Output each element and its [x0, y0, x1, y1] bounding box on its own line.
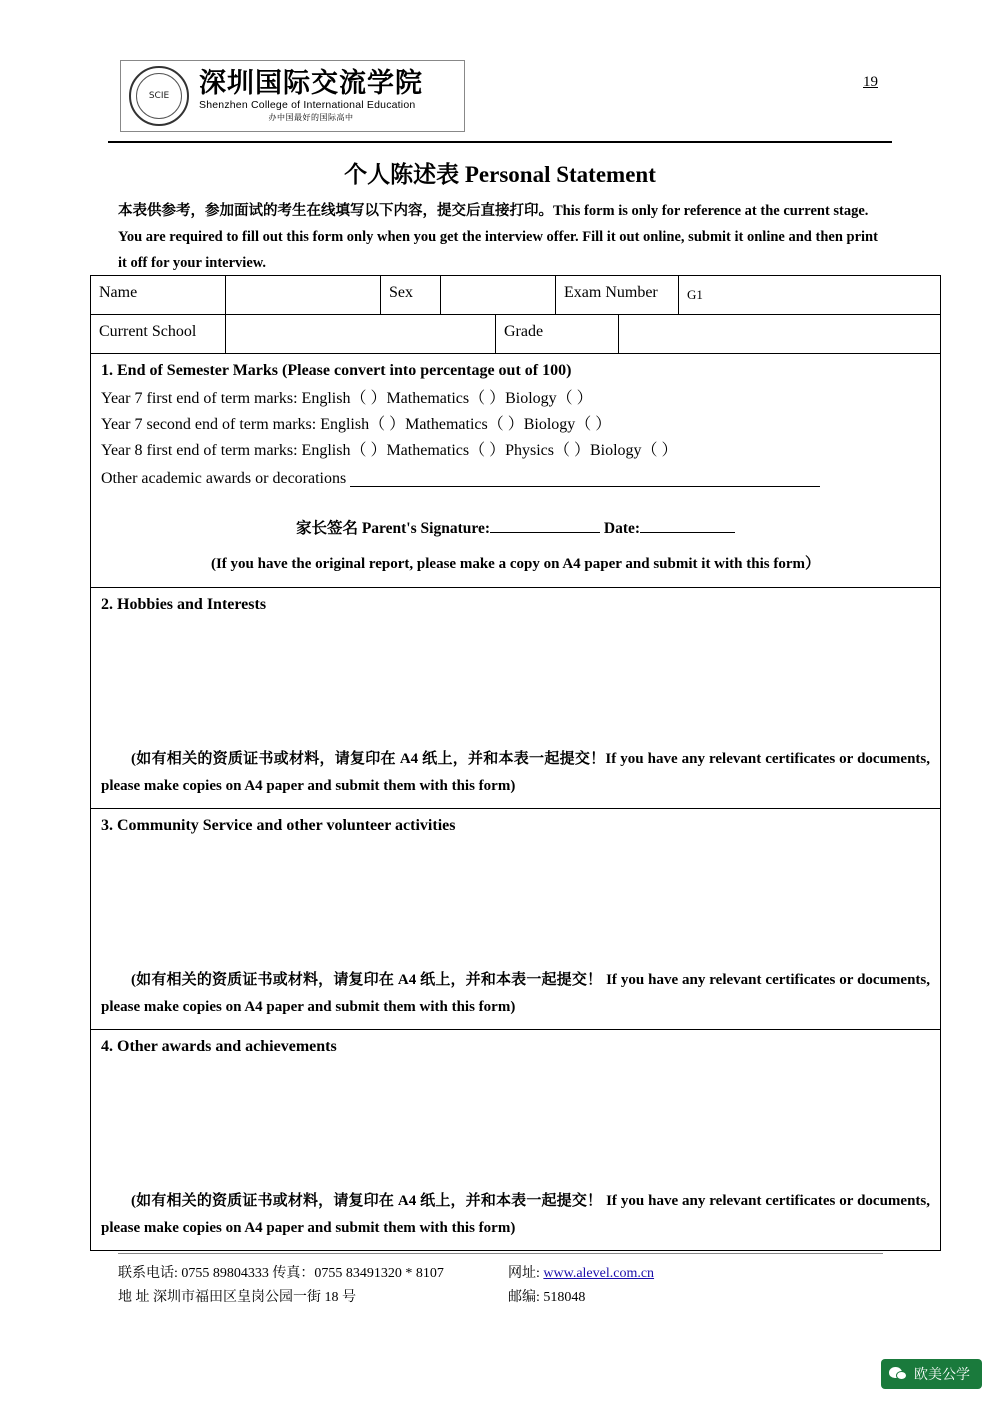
page-number: 19	[863, 74, 878, 90]
other-academic-awards-row	[101, 464, 930, 494]
section-2-title: 2. Hobbies and Interests	[101, 596, 267, 613]
wechat-watermark-badge	[881, 1359, 982, 1389]
parent-signature-input[interactable]	[490, 519, 600, 533]
intro-paragraph: 本表供参考，参加面试的考生在线填写以下内容，提交后直接打印。This form is only for reference at the current stage. You are required to fill out this form only when you get the interview offer. Fill it out online, submit it online and then print it off for your interview.	[118, 203, 878, 271]
school-logo	[120, 60, 465, 132]
section-4-title: 4. Other awards and achievements	[101, 1038, 337, 1055]
section-end-of-semester-marks	[91, 354, 940, 588]
current-school-label: Current School	[91, 315, 226, 353]
wechat-icon	[889, 1367, 907, 1382]
form-row-name	[91, 276, 940, 315]
section-hobbies-and-interests	[91, 588, 940, 809]
marks-year8-first[interactable]: Year 8 first end of term marks: English（ ）Mathematics（ ）Physics（ ）Biology（ ）	[101, 442, 678, 459]
page-title: 个人陈述表 Personal Statement	[344, 162, 656, 187]
parent-signature-row	[101, 516, 930, 538]
section-community-service	[91, 809, 940, 1030]
section-3-note: (如有相关的资质证书或材料，请复印在 A4 纸上，并和本表一起提交！ If you have any relevant certificates or documents, please make copies on A4 paper and submit them with this form)	[101, 972, 930, 1015]
section-4-note: (如有相关的资质证书或材料，请复印在 A4 纸上，并和本表一起提交！ If you have any relevant certificates or documents, please make copies on A4 paper and submit them with this form)	[101, 1193, 930, 1236]
section-2-answer-area[interactable]	[101, 620, 930, 740]
personal-statement-form	[90, 275, 941, 1251]
document-footer	[118, 1262, 908, 1310]
document-header	[108, 60, 892, 138]
logo-english-name: Shenzhen College of International Education	[199, 99, 416, 111]
footer-phone: 联系电话: 0755 89804333 传真：0755 83491320 * 8107	[118, 1266, 444, 1281]
footer-row-1	[118, 1262, 908, 1286]
footer-website-link[interactable]: www.alevel.com.cn	[543, 1266, 655, 1281]
logo-chinese-name: 深圳国际交流学院	[199, 68, 423, 99]
name-input[interactable]	[226, 276, 381, 314]
exam-number-input[interactable]: G1	[687, 287, 703, 302]
section-3-answer-area[interactable]	[101, 841, 930, 961]
current-school-input[interactable]	[226, 315, 496, 353]
footer-postcode: 邮编: 518048	[508, 1290, 586, 1305]
section-4-answer-area[interactable]	[101, 1062, 930, 1182]
form-row-school	[91, 315, 940, 354]
sex-input[interactable]	[441, 276, 556, 314]
exam-number-label: Exam Number	[556, 276, 679, 314]
other-academic-awards-label: Other academic awards or decorations	[101, 470, 347, 487]
grade-label: Grade	[496, 315, 619, 353]
seal-text: SCIE	[148, 90, 170, 101]
marks-year7-first[interactable]: Year 7 first end of term marks: English（ ）Mathematics（ ）Biology（ ）	[101, 390, 593, 407]
sex-label: Sex	[381, 276, 441, 314]
parent-signature-label: 家长签名 Parent's Signature:	[295, 520, 490, 537]
header-divider	[108, 141, 892, 143]
grade-input[interactable]	[619, 315, 940, 353]
other-academic-awards-input[interactable]	[350, 472, 820, 487]
section-1-note: (If you have the original report, please make a copy on A4 paper and submit it with this form）	[210, 556, 821, 572]
footer-address: 地 址 深圳市福田区皇岗公园一街 18 号	[118, 1290, 356, 1305]
logo-slogan: 办中国最好的国际高中	[268, 113, 354, 122]
name-label: Name	[91, 276, 226, 314]
logo-text-block	[199, 69, 423, 123]
marks-year7-second[interactable]: Year 7 second end of term marks: English（ ）Mathematics（ ）Biology（ ）	[101, 416, 612, 433]
footer-website-row	[508, 1262, 908, 1286]
footer-row-2	[118, 1286, 908, 1310]
section-other-awards	[91, 1030, 940, 1250]
wechat-account-name: 欧美公学	[914, 1367, 970, 1383]
section-2-note: (如有相关的资质证书或材料，请复印在 A4 纸上，并和本表一起提交！If you have any relevant certificates or documents, please make copies on A4 paper and submit them with this form)	[101, 751, 930, 794]
footer-website-label: 网址:	[508, 1266, 540, 1281]
section-1-title: 1. End of Semester Marks (Please convert into percentage out of 100)	[101, 362, 572, 379]
date-label: Date:	[603, 520, 641, 537]
section-3-title: 3. Community Service and other volunteer activities	[101, 817, 456, 834]
school-seal-icon	[129, 66, 189, 126]
date-input[interactable]	[640, 519, 735, 533]
footer-divider	[118, 1253, 883, 1254]
